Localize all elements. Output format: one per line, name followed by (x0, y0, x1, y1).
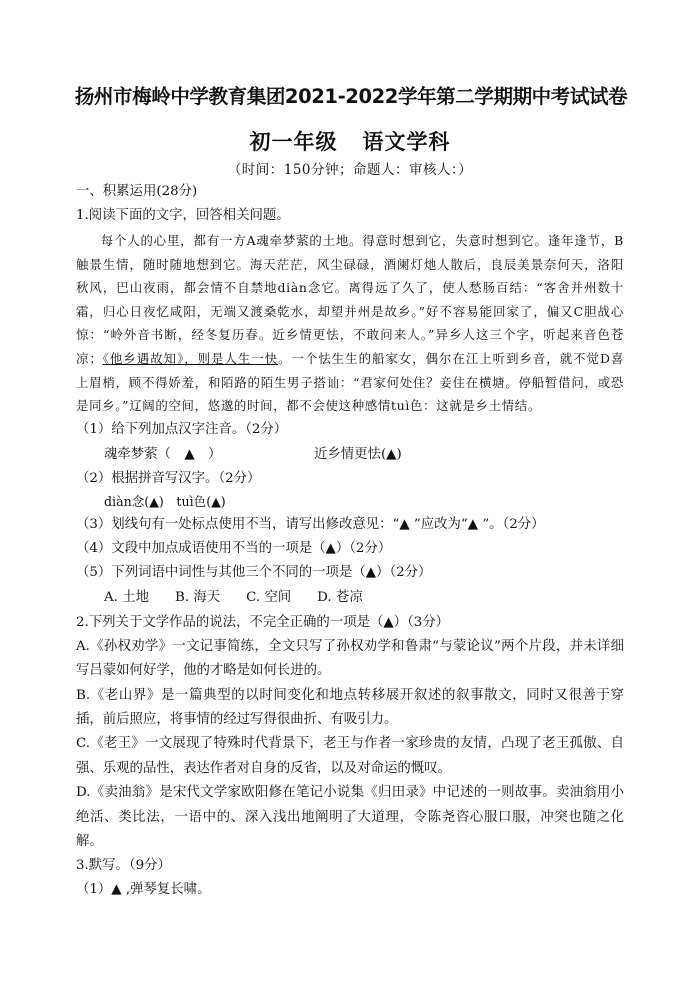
q2-stem: 2.下列关于文学作品的说法，不完全正确的一项是（▲）（3分） (76, 614, 450, 630)
q1-sub1: （1）给下列加点汉字注音。（2分） (76, 421, 288, 437)
q1-sub5-option-d: D. 苍凉 (317, 589, 363, 605)
exam-meta: （时间：150分钟；命题人：审核人：） (227, 162, 473, 178)
q2-option-c: C.《老王》一文展现了特殊时代背景下，老王与作者一家珍贵的友情，凸现了老王孤傲、自强、乐观的品性，表达作者对自身的反省，以及对命运的慨叹。 (76, 736, 624, 776)
q2-option-a: A.《孙权劝学》一文记事简练，全文只写了孙权劝学和鲁肃“与蒙论议”两个片段，并未详细写吕蒙如何好学，他的才略是如何长进的。 (76, 638, 624, 679)
q1-sub5-option-a: A. 土地 (104, 589, 149, 605)
exam-subtitle: 初一年级 语文学科 (249, 130, 451, 154)
q1-sub5-option-c: C. 空间 (246, 589, 292, 605)
q1-sub1-word1: 魂牵梦萦（ ▲ ） (104, 446, 222, 462)
q1-sub1-word2: 近乡情更怯(▲) (314, 446, 402, 462)
section-heading: 一、积累运用(28分) (76, 184, 198, 199)
passage-part-3: 。一个怯生生的船家女，偶尔在江上听到乡音，就不觉D喜上眉梢，顾不得娇羞，和陌路的陌生男子搭讪：“君家何处住？妾住在横塘。停船暂借问，或恐是同乡。”辽阔的空间，悠邈的时间，都不会使这种感情tuì色：这就是乡土情结。 (76, 350, 624, 414)
q2-option-b: B.《老山界》是一篇典型的以时间变化和地点转移展开叙述的叙事散文，同时又很善于穿插，前后照应，将事情的经过写得很曲折、有吸引力。 (76, 687, 624, 727)
q1-sub4: （4）文段中加点成语使用不当的一项是（▲）（2分） (76, 540, 392, 556)
q1-sub3: （3）划线句有一处标点使用不当，请写出修改意见：“▲ ”应改为“▲ ”。（2分） (76, 516, 545, 532)
q1-sub5: （5）下列词语中词性与其他三个不同的一项是（▲）（2分） (76, 564, 432, 580)
q1-stem: 1.阅读下面的文字，回答相关问题。 (76, 208, 290, 223)
q2-option-d: D.《卖油翁》是宋代文学家欧阳修在笔记小说集《归田录》中记述的一则故事。卖油翁用小绝活、类比法，一语中的、深入浅出地阐明了大道理，令陈尧咨心服口服，冲突也随之化解。 (76, 785, 624, 849)
q3-sub1: （1）▲ ,弹琴复长啸。 (76, 882, 211, 898)
exam-title: 扬州市梅岭中学教育集团2021-2022学年第二学期期中考试试卷 (74, 85, 628, 108)
passage-part-1: 每个人的心里，都有一方A魂牵梦萦的土地。得意时想到它，失意时想到它。逢年逢节，B触景生情，随时随地想到它。海天茫茫，风尘碌碌，酒阑灯灺人散后，良辰美景奈何天，洛阳秋风，巴山夜雨，都会情不自禁地diàn念它。离得远了久了，使人愁肠百结：“客舍并州数十霜，归心日夜忆咸阳，无端又渡桑乾水，却望并州是故乡。”好不容易能回家了，偏又C胆战心惊：“岭外音书断，经冬复历春。近乡情更怯，不敢问来人。”异乡人这三个字，听起来音色苍凉； (76, 233, 624, 366)
q1-sub1-words (76, 442, 624, 467)
reading-passage (76, 229, 624, 418)
passage-underlined-sentence: 《他乡遇故知》，则是人生一快 (102, 350, 279, 366)
q1-sub2: （2）根据拼音写汉字。（2分） (76, 470, 261, 486)
q3-stem: 3.默写。（9分） (76, 858, 171, 874)
q1-sub5-option-b: B. 海天 (174, 589, 221, 605)
q1-sub2-pinyin: diàn念(▲) tuì色(▲) (104, 493, 226, 509)
q1-sub5-options (76, 585, 624, 611)
